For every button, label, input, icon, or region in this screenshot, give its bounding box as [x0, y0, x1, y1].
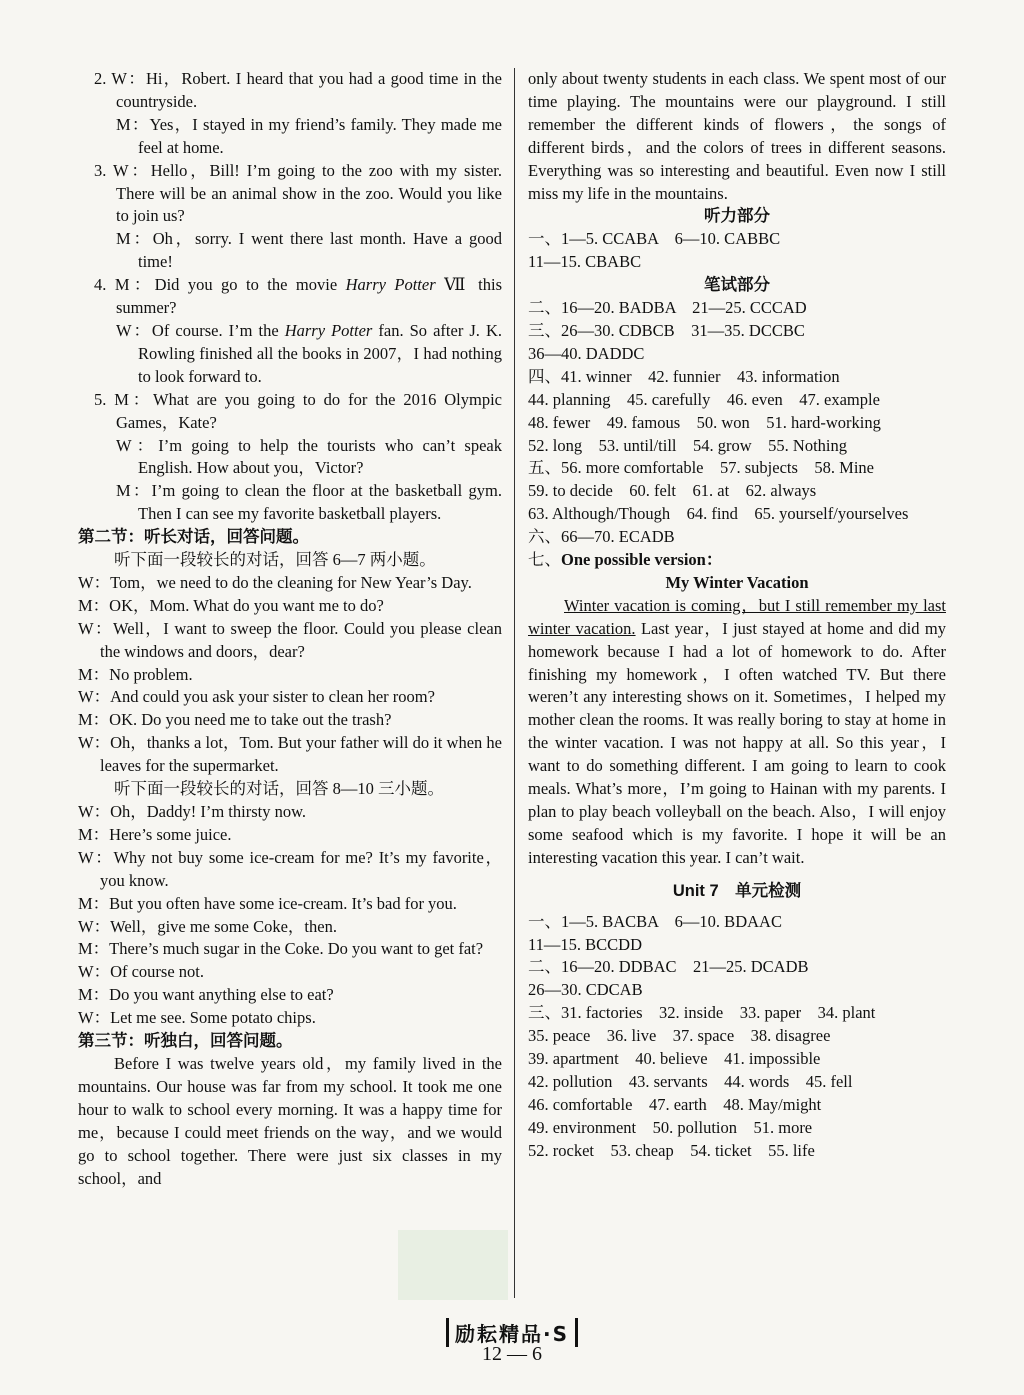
answer-line: 44. planning 45. carefully 46. even 47. example: [528, 389, 880, 409]
dialogue-4-man: [78, 274, 502, 320]
dialogue-5-man-reply: M：I’m going to clean the floor at the basketball gym. Then I can see my favorite basketball players.: [116, 481, 502, 524]
text: W：Of course. I’m the: [116, 320, 285, 340]
answer-line: 42. pollution 43. servants 44. words 45. fell: [528, 1071, 853, 1091]
dialogue-5-man: 5. M：What are you going to do for the 2016 Olympic Games，Kate?: [94, 389, 502, 432]
answer-line: 五、56. more comfortable 57. subjects 58. Mine: [528, 458, 874, 478]
answer-line: 52. rocket 53. cheap 54. ticket 55. life: [528, 1140, 815, 1160]
text: 七、: [528, 550, 561, 570]
page-number: 12 — 6: [482, 1343, 542, 1365]
answer-line: 52. long 53. until/till 54. grow 55. Nothing: [528, 435, 848, 455]
conversation-1-line: M：OK，Mom. What do you want me to do?: [78, 595, 384, 615]
text: Last year，I just stayed at home and did my homework because I had a lot of homework to do. After finishing my homework，I often watched TV. But there weren’t any interesting shows on it. Sometimes，I helped my mother clean the rooms. It was really boring to stay at home in the winter vacation. I was not happy at all. So this year，I want to do something different. I am going to learn to cook meals. What’s more，I’m going to Hainan with my parents. I plan to play beach volleyball on the beach. Also，I will enjoy some seafood which is my favorite. I hope it will be an interesting vacation this year. I can’t wait.: [528, 618, 946, 867]
answer-line: [528, 549, 946, 572]
dialogue-2-man: M：Yes，I stayed in my friend’s family. They made me feel at home.: [116, 114, 502, 157]
dialogue-5-woman: W：I’m going to help the tourists who can’t speak English. How about you，Victor?: [116, 435, 502, 478]
monologue-text: Before I was twelve years old，my family lived in the mountains. Our house was far from my school. It took me one hour to walk to school every morning. It was a happy time for me，because I could meet friends on the way，and we would go to school together. There were just six classes in my school，and: [78, 1053, 502, 1188]
answer-line: 39. apartment 40. believe 41. impossible: [528, 1049, 821, 1069]
stamp-overlay: [398, 1230, 508, 1300]
movie-title: Harry Potter: [345, 275, 436, 295]
answer-line: 63. Although/Though 64. find 65. yourself/yourselves: [528, 504, 909, 524]
conversation-1-line: W：Well，I want to sweep the floor. Could you please clean the windows and doors，dear?: [78, 618, 502, 661]
right-column: [528, 68, 946, 1163]
conversation-1-line: W：And could you ask your sister to clean her room?: [78, 687, 435, 707]
conversation-2-line: M：Here’s some juice.: [78, 824, 232, 844]
answer-line: 六、66—70. ECADB: [528, 527, 675, 547]
text: 4. M：Did you go to the movie: [94, 275, 346, 295]
dialogue-2-woman: 2. W：Hi，Robert. I heard that you had a good time in the countryside.: [94, 69, 502, 111]
answer-line: 26—30. CDCAB: [528, 980, 643, 1000]
left-column: [78, 68, 502, 1190]
section-3-heading: 第三节：听独白，回答问题。: [78, 1031, 293, 1051]
conversation-2-line: M：There’s much sugar in the Coke. Do you want to get fat?: [78, 939, 484, 959]
column-divider: [514, 68, 515, 1298]
written-heading: 笔试部分: [704, 275, 770, 295]
unit-7-heading: Unit 7 单元检测: [672, 881, 802, 900]
section-2-heading: 第二节：听长对话，回答问题。: [78, 527, 309, 547]
conversation-1-line: W：Oh，thanks a lot，Tom. But your father will do it when he leaves for the supermarket.: [78, 733, 502, 776]
text: fan. So after J. K. Rowling finished all the books in 2007，I had nothing to look forward to.: [138, 320, 502, 386]
conversation-2-line: M：But you often have some ice-cream. It’s bad for you.: [78, 893, 457, 913]
conversation-1-line: M：No problem.: [78, 664, 193, 684]
monologue-continued: only about twenty students in each class. We spent most of our time playing. The mountains were our playground. I still remember the different kinds of flowers，the songs of different birds，and the colors of trees in different seasons. Everything was so interesting and beautiful. Even now I still miss my life in the mountains.: [528, 69, 946, 203]
answer-line: 49. environment 50. pollution 51. more: [528, 1117, 813, 1137]
conversation-2-line: W：Oh，Daddy! I’m thirsty now.: [78, 802, 307, 821]
answer-line: 一、1—5. BACBA 6—10. BDAAC: [528, 911, 782, 931]
answer-line: 二、16—20. DDBAC 21—25. DCADB: [528, 957, 809, 977]
answer-line: 二、16—20. BADBA 21—25. CCCAD: [528, 298, 807, 318]
text: Ⅶ this summer?: [116, 275, 503, 318]
answer-line: 11—15. BCCDD: [528, 934, 642, 954]
essay-title: My Winter Vacation: [665, 572, 809, 592]
section-2-intro-1: 听下面一段较长的对话，回答 6—7 两小题。: [114, 550, 436, 570]
conversation-2-line: M：Do you want anything else to eat?: [78, 985, 334, 1005]
dialogue-4-woman: [78, 320, 502, 389]
answer-line: 36—40. DADDC: [528, 343, 645, 363]
answer-line: 46. comfortable 47. earth 48. May/might: [528, 1094, 822, 1114]
movie-title: Harry Potter: [284, 320, 373, 340]
answer-line: 59. to decide 60. felt 61. at 62. always: [528, 481, 817, 501]
section-2-intro-2: 听下面一段较长的对话，回答 8—10 三小题。: [114, 779, 444, 799]
conversation-1-line: M：OK. Do you need me to take out the trash?: [78, 710, 392, 730]
dialogue-3-woman: 3. W：Hello，Bill! I’m going to the zoo with my sister. There will be an animal show in the zoo. Would you like to join us?: [94, 160, 502, 226]
answer-line: 三、31. factories 32. inside 33. paper 34. plant: [528, 1003, 876, 1023]
conversation-1-line: W：Tom，we need to do the cleaning for New Year’s Day.: [78, 572, 472, 592]
conversation-2-line: W：Why not buy some ice-cream for me? It’s my favorite，you know.: [78, 847, 502, 890]
answer-line: 四、41. winner 42. funnier 43. information: [528, 366, 840, 386]
dialogue-3-man: M：Oh，sorry. I went there last month. Have a good time!: [116, 229, 502, 272]
essay-underlined-sentence: Winter vacation is coming，but I still remember my last winter vacation.: [528, 595, 946, 638]
listening-heading: 听力部分: [704, 206, 770, 226]
answer-line: 一、1—5. CCABA 6—10. CABBC: [528, 229, 781, 249]
conversation-2-line: W：Well，give me some Coke，then.: [78, 916, 337, 936]
answer-line: 11—15. CBABC: [528, 252, 642, 272]
answer-line: 48. fewer 49. famous 50. won 51. hard-working: [528, 412, 881, 432]
conversation-2-line: W：Of course not.: [78, 962, 205, 982]
essay-body: [528, 595, 946, 870]
conversation-2-line: W：Let me see. Some potato chips.: [78, 1008, 316, 1028]
logo-text: 励耘精品·S: [446, 1318, 578, 1347]
text: One possible version：: [561, 550, 723, 570]
answer-line: 35. peace 36. live 37. space 38. disagree: [528, 1026, 831, 1046]
answer-line: 三、26—30. CDBCB 31—35. DCCBC: [528, 320, 805, 340]
